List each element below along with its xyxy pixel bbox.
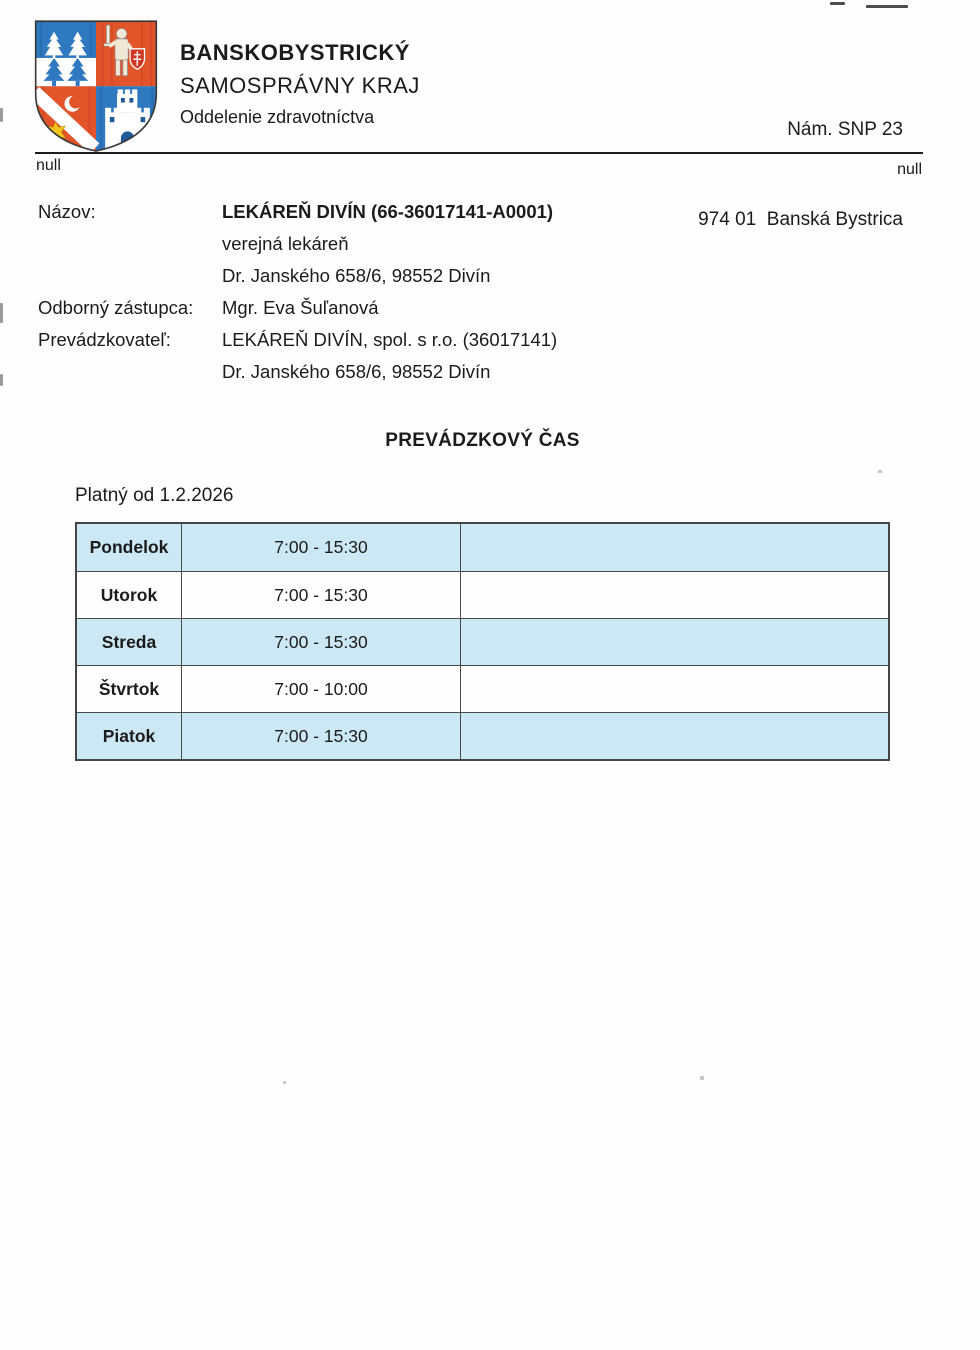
scan-artifact	[0, 303, 3, 323]
coat-of-arms-icon	[30, 16, 162, 155]
null-placeholder-right: null	[897, 161, 922, 178]
scan-artifact	[830, 2, 845, 5]
opening-hours-table	[75, 522, 890, 761]
info-label: Odborný zástupca:	[38, 297, 194, 318]
info-row	[38, 228, 738, 260]
info-label	[38, 356, 222, 388]
day-cell: Streda	[77, 619, 182, 665]
day-cell: Štvrtok	[77, 666, 182, 712]
info-row	[38, 260, 738, 292]
day-cell: Piatok	[77, 713, 182, 759]
info-label: Prevádzkovateľ:	[38, 329, 171, 350]
pharmacy-info	[38, 196, 738, 388]
pharmacy-address: Dr. Janského 658/6, 98552 Divín	[222, 265, 491, 286]
extra-cell	[461, 572, 888, 618]
scan-artifact	[283, 1081, 286, 1084]
scan-artifact	[878, 470, 882, 473]
operator-address: Dr. Janského 658/6, 98552 Divín	[222, 361, 491, 382]
org-department: Oddelenie zdravotníctva	[180, 107, 375, 127]
info-row	[38, 356, 738, 388]
pharmacy-type: verejná lekáreň	[222, 233, 349, 254]
day-cell: Utorok	[77, 572, 182, 618]
pharmacy-name: LEKÁREŇ DIVÍN (66-36017141-A0001)	[222, 201, 554, 222]
info-row	[38, 196, 738, 228]
scan-artifact	[700, 1076, 704, 1080]
scan-artifact	[866, 5, 908, 8]
time-cell: 7:00 - 15:30	[182, 524, 461, 571]
address-line2: 974 01 Banská Bystrica	[698, 209, 903, 230]
table-row-thursday	[77, 665, 888, 712]
extra-cell	[461, 713, 888, 759]
table-row-wednesday	[77, 618, 888, 665]
org-name-line2: SAMOSPRÁVNY KRAJ	[180, 73, 420, 98]
org-name-line1: BANSKOBYSTRICKÝ	[180, 40, 410, 65]
professional-representative: Mgr. Eva Šuľanová	[222, 297, 379, 318]
extra-cell	[461, 524, 888, 571]
table-row-friday	[77, 712, 888, 759]
schedule-title: PREVÁDZKOVÝ ČAS	[385, 430, 580, 451]
org-header	[180, 36, 420, 133]
table-row-tuesday	[77, 571, 888, 618]
operator-name: LEKÁREŇ DIVÍN, spol. s r.o. (36017141)	[222, 329, 558, 350]
info-row	[38, 292, 738, 324]
table-row-monday	[77, 524, 888, 571]
valid-from-label: Platný od 1.2.2026	[75, 485, 234, 506]
header-divider	[35, 152, 923, 154]
address-line1: Nám. SNP 23	[787, 119, 903, 140]
scan-artifact	[0, 108, 3, 122]
time-cell: 7:00 - 15:30	[182, 619, 461, 665]
time-cell: 7:00 - 15:30	[182, 572, 461, 618]
null-placeholder-left: null	[36, 157, 61, 174]
day-cell: Pondelok	[77, 524, 182, 571]
info-label	[38, 228, 222, 260]
time-cell: 7:00 - 15:30	[182, 713, 461, 759]
info-label	[38, 260, 222, 292]
extra-cell	[461, 619, 888, 665]
time-cell: 7:00 - 10:00	[182, 666, 461, 712]
info-row	[38, 324, 738, 356]
scan-artifact	[0, 374, 3, 386]
info-label: Názov:	[38, 201, 96, 222]
extra-cell	[461, 666, 888, 712]
